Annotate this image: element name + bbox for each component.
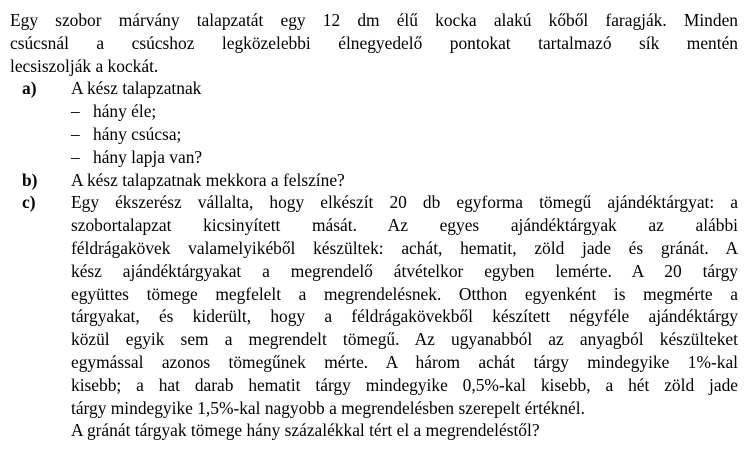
list-item: [71, 146, 738, 169]
part-c-line: kisebb; a hat darab hematit tárgy mindegyike 0,5%-kal kisebb, a hét zöld jade: [71, 374, 738, 395]
part-c-line: együttes tömege megfelelt a megrendelésnek. Otthon egyenként is megmérte a: [71, 283, 738, 304]
list-item-text: hány csúcsa;: [93, 123, 182, 144]
part-b: [10, 169, 738, 192]
part-c-line: szobortalapzat kicsinyített mását. Az egyes ajándéktárgyak az alábbi: [71, 215, 738, 236]
dash-bullet: –: [71, 146, 80, 167]
part-c-line: egymással azonos tömegűnek mérte. A három achát tárgy mindegyike 1%-kal: [71, 351, 738, 372]
part-a-label: a): [22, 78, 37, 99]
part-c-final-question: A gránát tárgyak tömege hány százalékkal tért el a megrendeléstől?: [71, 420, 540, 441]
part-c: [10, 191, 738, 442]
part-a: [10, 77, 738, 168]
part-a-question: A kész talapzatnak: [71, 78, 202, 99]
intro-line: Egy szobor márvány talapzatát egy 12 dm élű kocka alakú kőből faragják. Minden: [10, 10, 738, 30]
list-item: [71, 100, 738, 123]
part-c-line: féldrágakövek valamelyikéből készültek: achát, hematit, zöld jade és gránát. A: [71, 237, 738, 258]
document-page: [10, 9, 738, 442]
part-c-line: Egy ékszerész vállalta, hogy elkészít 20 db egyforma tömegű ajándéktárgyat: a: [71, 192, 738, 213]
list-item-text: hány éle;: [93, 101, 157, 122]
list-item: [71, 123, 738, 146]
dash-bullet: –: [71, 101, 80, 122]
part-c-label: c): [22, 192, 36, 213]
part-b-question: A kész talapzatnak mekkora a felszíne?: [71, 169, 345, 190]
list-item-text: hány lapja van?: [93, 146, 203, 167]
part-b-label: b): [22, 169, 38, 190]
part-c-line: kész ajándéktárgyakat a megrendelő átvételkor egyben lemérte. A 20 tárgy: [71, 260, 738, 281]
intro-line: lecsiszolják a kockát.: [10, 55, 159, 76]
part-c-line: tárgy mindegyike 1,5%-kal nagyobb a megrendelésben szerepelt értéknél.: [71, 397, 585, 418]
dash-bullet: –: [71, 123, 80, 144]
intro-paragraph: [10, 9, 738, 77]
part-c-line: közül egyik sem a megrendelt tömegű. Az ugyanabból az anyagból készülteket: [71, 329, 738, 350]
intro-line: csúcsnál a csúcshoz legközelebbi élnegyedelő pontokat tartalmazó sík mentén: [10, 32, 738, 53]
part-c-line: tárgyakat, és kiderült, hogy a féldrágakövekből készített négyféle ajándéktárgy: [71, 306, 738, 327]
